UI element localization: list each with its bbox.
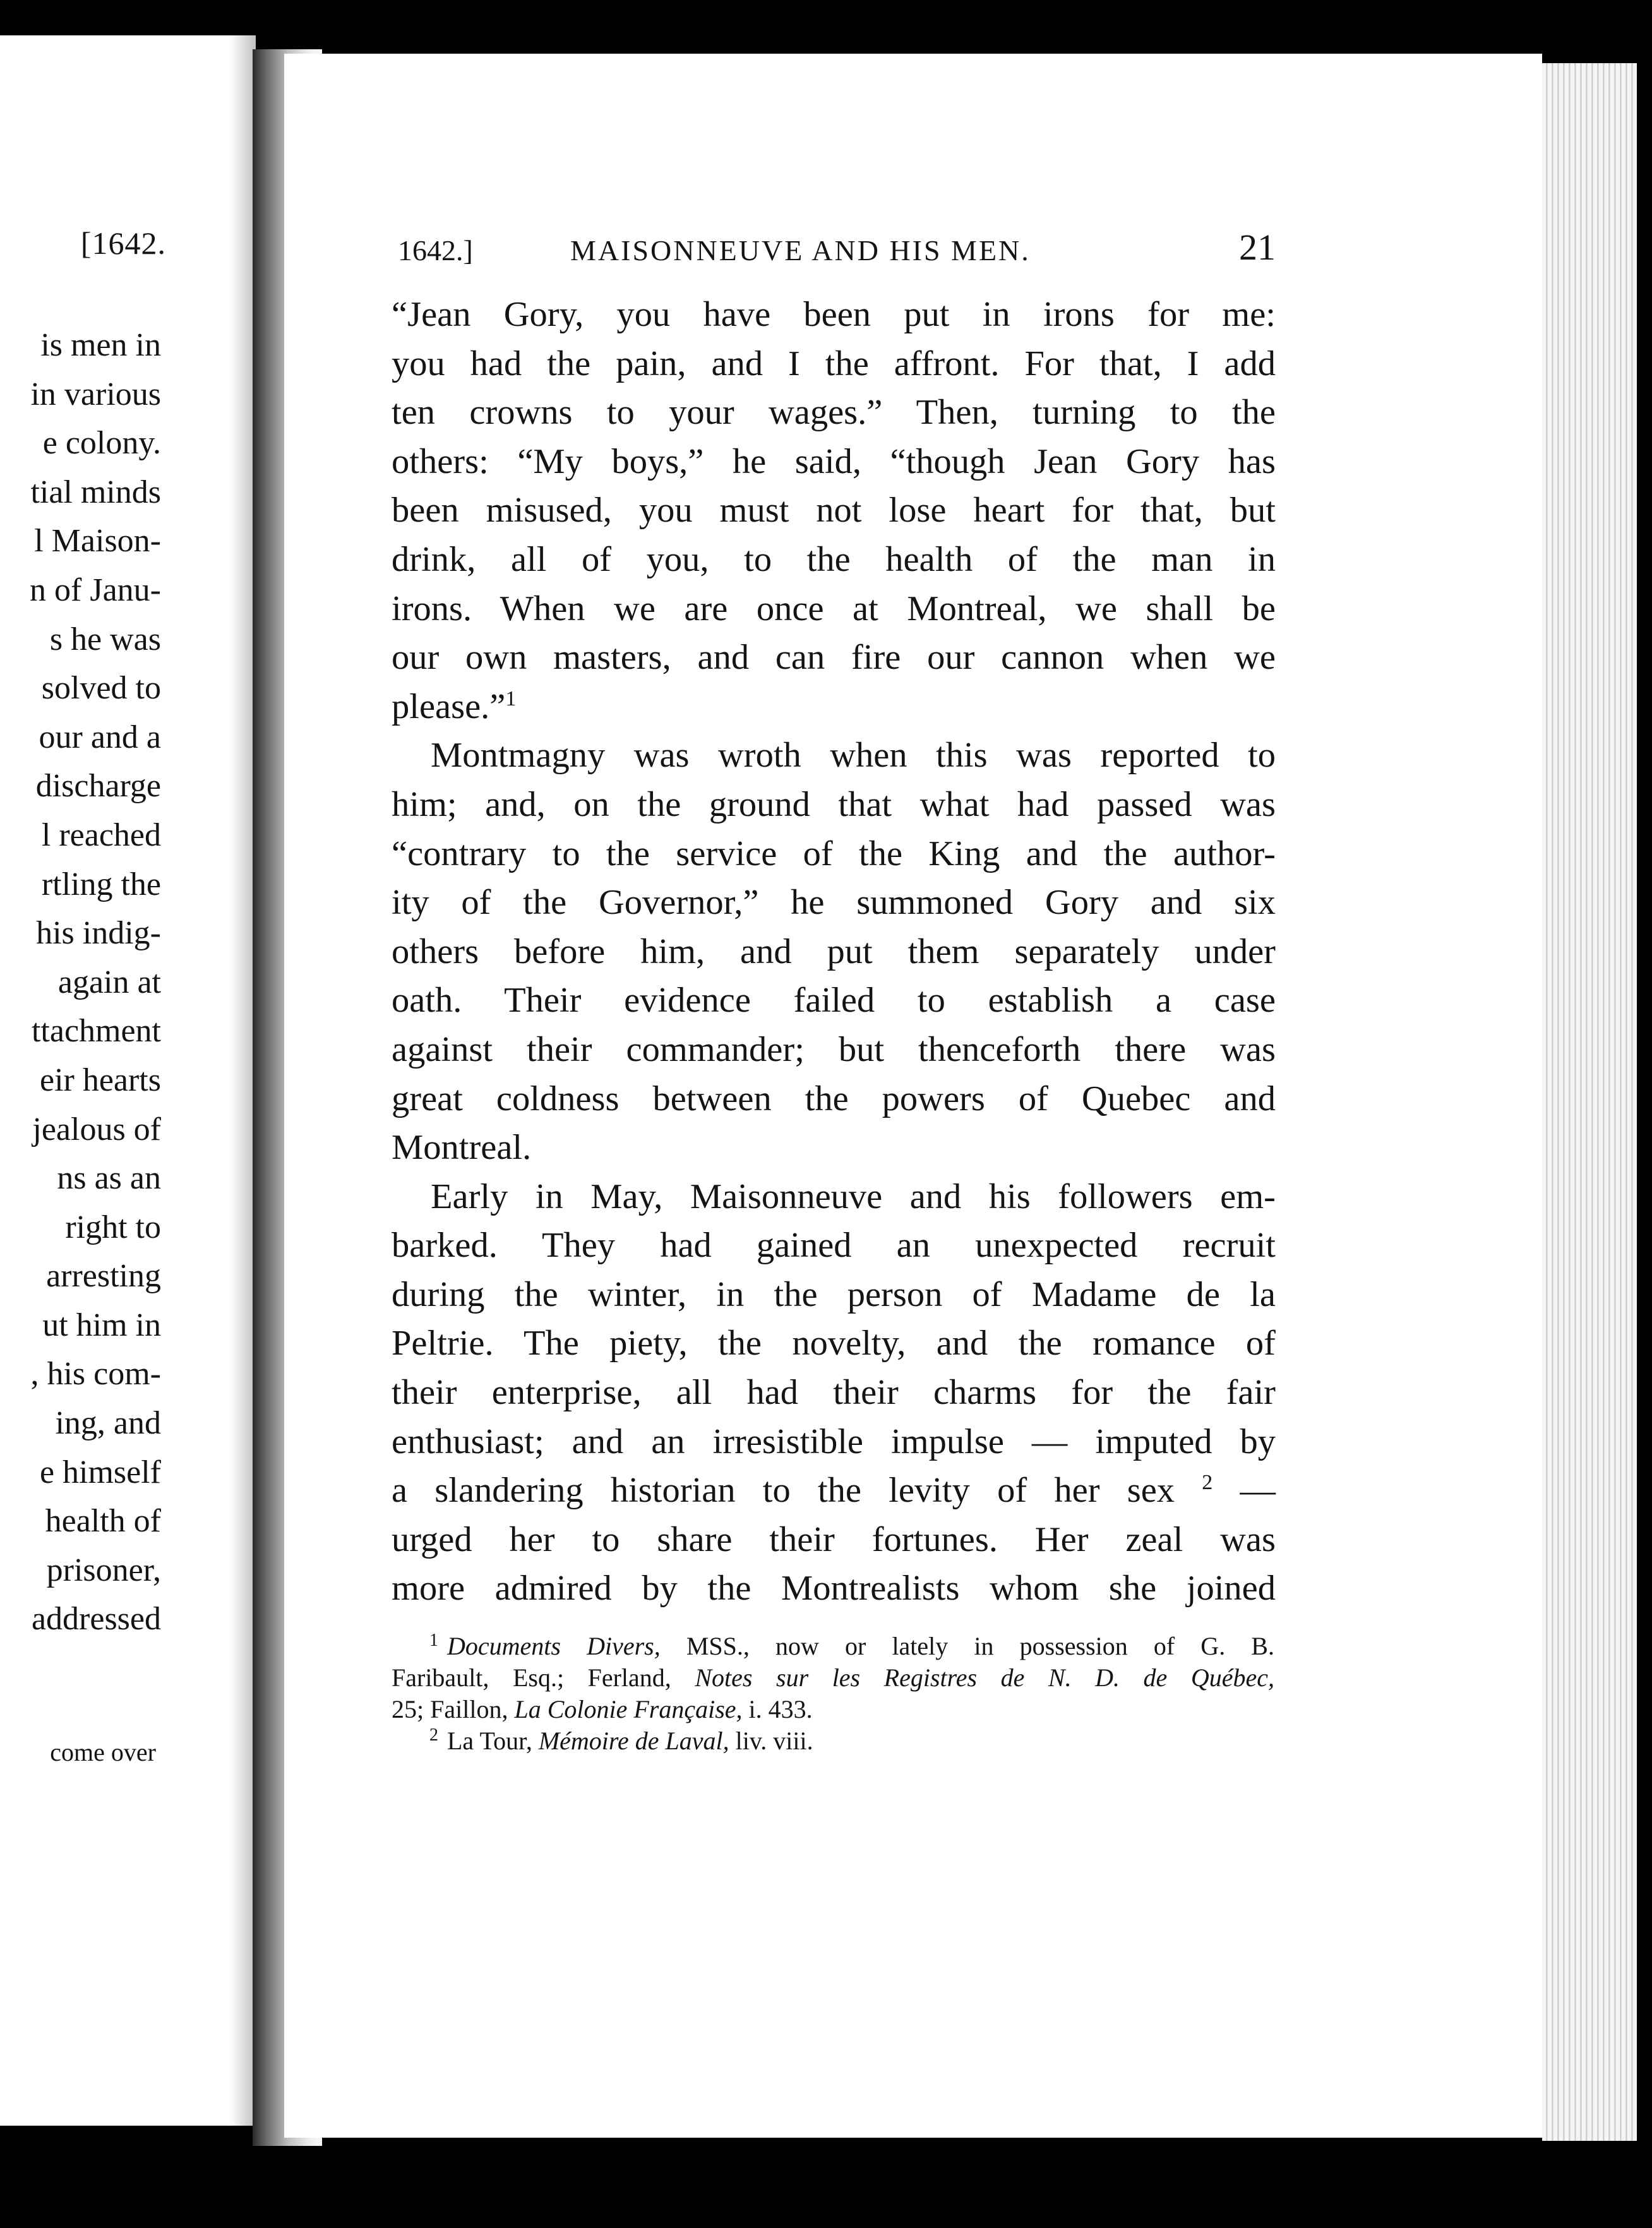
left-line: l reached	[41, 817, 161, 853]
left-facing-page	[0, 35, 256, 2126]
page-number: 21	[1239, 227, 1276, 268]
left-line: n of Janu-	[30, 572, 161, 608]
left-line: in various	[30, 376, 161, 412]
text-line: drink, all of you, to the health of the man in	[392, 539, 1276, 579]
body-text	[392, 290, 1276, 1614]
running-head-year: 1642.]	[398, 234, 473, 267]
text-line: others: “My boys,” he said, “though Jean Gory has	[392, 441, 1276, 481]
text-line: Peltrie. The piety, the novelty, and the romance of	[392, 1324, 1276, 1363]
left-line: jealous of	[32, 1111, 161, 1147]
left-line: is men in	[40, 327, 161, 363]
left-line: tial minds	[30, 474, 161, 510]
book-page-edges	[1542, 63, 1637, 2141]
text-line: ten crowns to your wages.” Then, turning to the	[392, 393, 1276, 433]
footnote-mark: 1	[429, 1630, 438, 1650]
left-line: ut him in	[42, 1307, 161, 1343]
running-head-title: MAISONNEUVE AND HIS MEN.	[570, 234, 1031, 267]
text-line: been misused, you must not lose heart for that, but	[392, 491, 1276, 530]
left-line: addressed	[31, 1601, 161, 1638]
left-line: ns as an	[57, 1160, 161, 1197]
left-page-footnote-fragment: come over	[50, 1738, 156, 1766]
left-line: , his com-	[30, 1356, 161, 1392]
footnote-1: $^1$ Documents Divers, MSS., now or lately in possession of G. B.	[429, 1630, 1274, 1660]
text-line: enthusiast; and an irresistible impulse — imputed by	[392, 1422, 1276, 1461]
text-line: oath. Their evidence failed to establish a case	[392, 981, 1276, 1021]
footnote-mark: 2	[429, 1725, 438, 1745]
left-line: health of	[45, 1503, 161, 1540]
footnote-ref-1: 1	[505, 686, 517, 710]
text-line: a slandering historian to the levity of her sex $^2$ —	[392, 1471, 1276, 1511]
footnote-1-cont: 25; Faillon, La Colonie Française, i. 433.	[392, 1695, 813, 1723]
text-line: Montreal.	[392, 1128, 532, 1168]
footnote-1-cont: Faribault, Esq.; Ferland, Notes sur les Registres de N. D. de Québec,	[392, 1663, 1274, 1692]
left-line: eir hearts	[39, 1062, 161, 1098]
left-line: our and a	[39, 719, 161, 755]
text-line: their enterprise, all had their charms for the fair	[392, 1373, 1276, 1413]
text-line: our own masters, and can fire our cannon when we	[392, 638, 1276, 678]
text-line: others before him, and put them separately under	[392, 931, 1276, 971]
left-line: discharge	[35, 768, 161, 805]
text-line: “contrary to the service of the King and the author-	[392, 834, 1276, 873]
left-line: his indig-	[36, 915, 161, 952]
text-line: during the winter, in the person of Madame de la	[392, 1274, 1276, 1314]
left-line: again at	[57, 964, 161, 1000]
footnote-ref-2: 2	[1202, 1471, 1213, 1495]
text-line: ity of the Governor,” he summoned Gory and six	[392, 883, 1276, 923]
left-line: arresting	[46, 1258, 161, 1295]
running-head	[398, 226, 1276, 268]
text-line: more admired by the Montrealists whom she joined	[392, 1569, 1276, 1608]
left-line: prisoner,	[46, 1552, 161, 1588]
left-line: e colony.	[42, 425, 161, 462]
left-line: rtling the	[41, 866, 161, 902]
left-page-header: [1642.	[80, 225, 166, 261]
left-line: l Maison-	[34, 523, 161, 560]
left-line: ing, and	[55, 1405, 161, 1442]
text-line: him; and, on the ground that what had passed was	[392, 784, 1276, 824]
text-line: you had the pain, and I the affront. For that, I add	[392, 344, 1276, 383]
footnote-2: $^2$ La Tour, Mémoire de Laval, liv. viii.	[429, 1725, 813, 1755]
left-line: ttachment	[31, 1013, 161, 1050]
text-line: Early in May, Maisonneuve and his followers em-	[431, 1177, 1276, 1216]
text-line: urged her to share their fortunes. Her zeal was	[392, 1519, 1276, 1559]
left-line: right to	[65, 1209, 161, 1245]
text-line: against their commander; but thenceforth there was	[392, 1029, 1276, 1069]
footnotes	[392, 1631, 1274, 1757]
em-dash: —	[1212, 1471, 1276, 1511]
text-line: barked. They had gained an unexpected recruit	[392, 1226, 1276, 1266]
text-line: “Jean Gory, you have been put in irons for me:	[392, 295, 1276, 334]
left-line: s he was	[49, 621, 161, 657]
text-line: please.”$^1$	[392, 686, 517, 726]
left-page-text	[30, 321, 161, 1644]
left-line: solved to	[41, 670, 161, 707]
left-line: e himself	[39, 1454, 161, 1490]
text-line: Montmagny was wroth when this was reported to	[431, 736, 1276, 776]
text-line: great coldness between the powers of Quebec and	[392, 1079, 1276, 1118]
text-line: irons. When we are once at Montreal, we shall be	[392, 589, 1276, 628]
